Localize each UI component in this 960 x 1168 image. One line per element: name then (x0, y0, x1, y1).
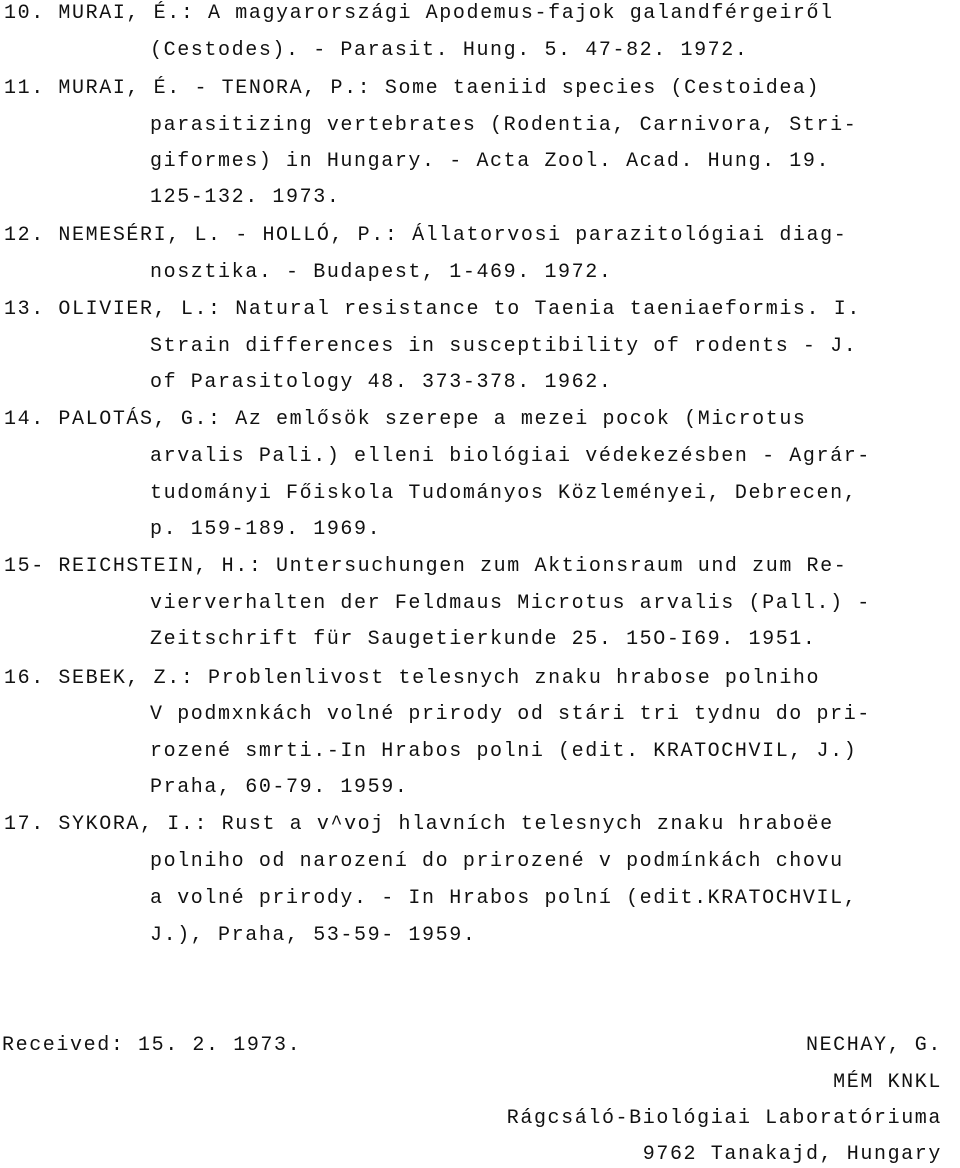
ref-number: 16. (4, 667, 45, 690)
ref-11-line-2: parasitizing vertebrates (Rodentia, Carnivora, Stri- (150, 114, 858, 137)
ref-text: PALOTÁS, G.: Az emlősök szerepe a mezei pocok (Microtus (58, 408, 807, 431)
ref-10-line-2: (Cestodes). - Parasit. Hung. 5. 47-82. 1972. (150, 39, 749, 62)
ref-13-line-2: Strain differences in susceptibility of rodents - J. (150, 335, 858, 358)
ref-12-line-2: nosztika. - Budapest, 1-469. 1972. (150, 261, 613, 284)
institution-line: MÉM KNKL (833, 1071, 942, 1094)
ref-16-line-1 (4, 667, 820, 691)
ref-text: REICHSTEIN, H.: Untersuchungen zum Aktionsraum und zum Re- (58, 555, 848, 578)
ref-number: 14. (4, 408, 45, 431)
ref-text: MURAI, É. - TENORA, P.: Some taeniid species (Cestoidea) (58, 77, 821, 100)
ref-12-line-1 (4, 224, 847, 248)
ref-number: 12. (4, 224, 45, 247)
ref-14-line-1 (4, 408, 807, 432)
ref-16-line-2: V podmxnkách volné prirody od stári tri tydnu do pri- (150, 703, 871, 726)
ref-17-line-4: J.), Praha, 53-59- 1959. (150, 924, 477, 947)
ref-10-line-1 (4, 2, 834, 26)
ref-number: 17. (4, 813, 45, 836)
ref-14-line-4: p. 159-189. 1969. (150, 518, 382, 541)
ref-14-line-2: arvalis Pali.) elleni biológiai védekezésben - Agrár- (150, 445, 871, 468)
ref-13-line-1 (4, 298, 861, 322)
ref-number: 15- (4, 555, 45, 578)
ref-11-line-3: giformes) in Hungary. - Acta Zool. Acad. Hung. 19. (150, 150, 831, 173)
received-date: Received: 15. 2. 1973. (2, 1034, 302, 1057)
ref-11-line-4: 125-132. 1973. (150, 186, 341, 209)
ref-17-line-1 (4, 813, 834, 837)
ref-15-line-3: Zeitschrift für Saugetierkunde 25. 15O-I69. 1951. (150, 628, 817, 651)
ref-text: MURAI, É.: A magyarországi Apodemus-fajok galandférgeiről (58, 2, 834, 25)
ref-17-line-3: a volné prirody. - In Hrabos polní (edit.KRATOCHVIL, (150, 887, 858, 910)
ref-16-line-4: Praha, 60-79. 1959. (150, 776, 409, 799)
ref-17-line-2: polniho od narození do prirozené v podmínkách chovu (150, 850, 844, 873)
address-line: 9762 Tanakajd, Hungary (642, 1143, 942, 1166)
author-name: NECHAY, G. (805, 1034, 942, 1057)
ref-13-line-3: of Parasitology 48. 373-378. 1962. (150, 371, 613, 394)
ref-15-line-2: vierverhalten der Feldmaus Microtus arvalis (Pall.) - (150, 592, 871, 615)
ref-number: 13. (4, 298, 45, 321)
ref-number: 10. (4, 2, 45, 25)
ref-14-line-3: tudományi Főiskola Tudományos Közleményei, Debrecen, (150, 482, 858, 505)
ref-11-line-1 (4, 77, 820, 101)
ref-text: NEMESÉRI, L. - HOLLÓ, P.: Állatorvosi parazitológiai diag- (58, 224, 848, 247)
ref-number: 11. (4, 77, 45, 100)
ref-text: SEBEK, Z.: Problenlivost telesnych znaku hrabose polniho (58, 667, 821, 690)
ref-text: SYKORA, I.: Rust a v^voj hlavních telesnych znaku hraboëe (58, 813, 834, 836)
ref-16-line-3: rozené smrti.-In Hrabos polni (edit. KRATOCHVIL, J.) (150, 740, 858, 763)
laboratory-line: Rágcsáló-Biológiai Laboratóriuma (506, 1107, 942, 1130)
ref-15-line-1 (4, 555, 847, 579)
ref-text: OLIVIER, L.: Natural resistance to Taenia taeniaeformis. I. (58, 298, 861, 321)
